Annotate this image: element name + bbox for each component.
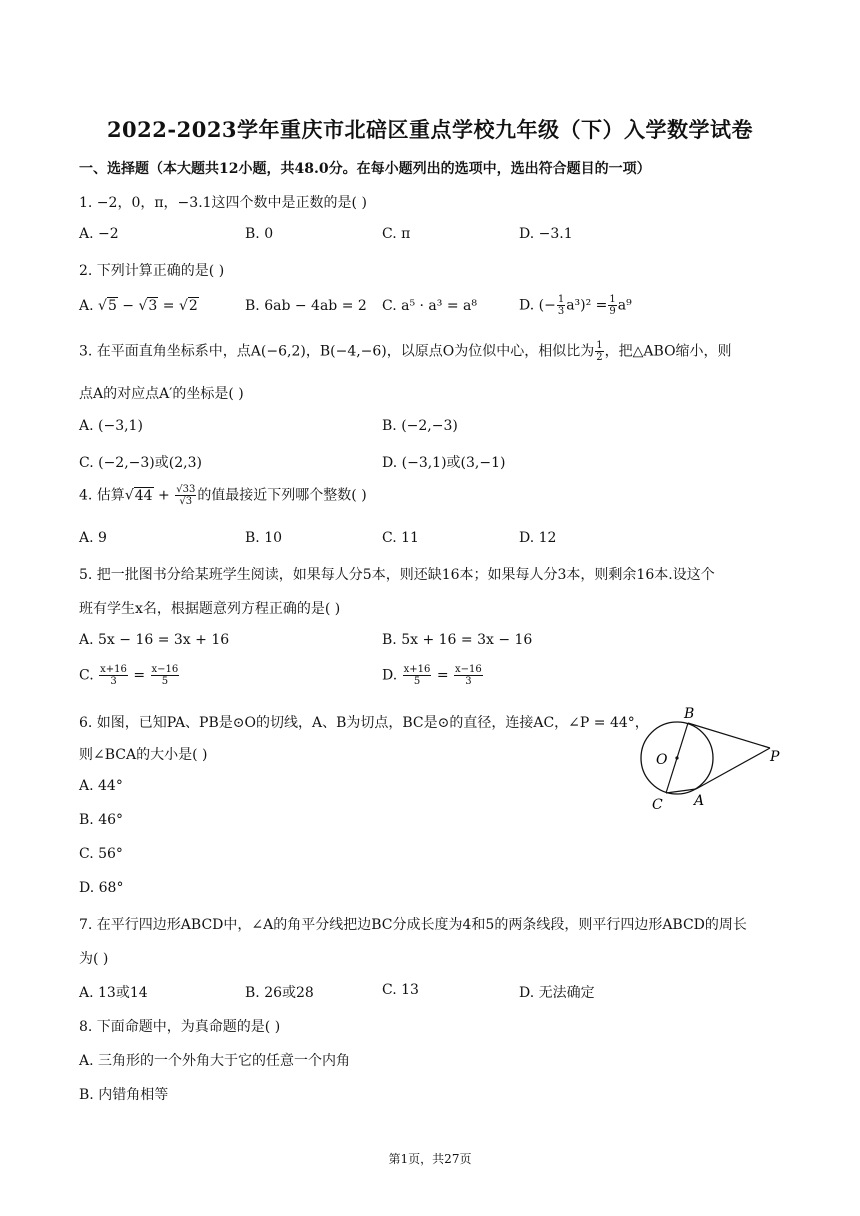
circle-tangent-figure xyxy=(630,706,790,816)
q6-option-d: D. 68° xyxy=(79,880,124,896)
page-title: 2022-2023学年重庆市北碚区重点学校九年级（下）入学数学试卷 xyxy=(106,117,754,142)
q2-option-a: A. √5 − √3 = √2 xyxy=(79,298,198,314)
question-3-line-1: 3. 在平面直角坐标系中，点A(−6,2)，B(−4,−6)，以原点O为位似中心，相似比为 $\frac{1}{2}$ ，把△ABO缩小，则 xyxy=(79,340,732,363)
q1-option-b: B. 0 xyxy=(245,226,274,242)
q7-option-d: D. 无法确定 xyxy=(519,985,595,1001)
q7-option-b: B. 26或28 xyxy=(245,985,314,1001)
label-c: C xyxy=(652,797,663,813)
q6-option-a: A. 44° xyxy=(79,778,123,794)
q3-option-d: D. (−3,1)或(3,−1) xyxy=(382,455,506,471)
page-footer: 第1页，共27页 xyxy=(388,1152,472,1166)
q7-option-a: A. 13或14 xyxy=(79,985,148,1001)
q4-option-d: D. 12 xyxy=(519,530,557,546)
question-8-stem: 8. 下面命题中，为真命题的是( ) xyxy=(79,1019,281,1035)
q3-option-c: C. (−2,−3)或(2,3) xyxy=(79,455,202,471)
q4-option-a: A. 9 xyxy=(79,530,107,546)
center-dot xyxy=(675,756,678,759)
q5-option-c: C. $\frac{x+16}{3}$ = $\frac{x-16}{5}$ xyxy=(79,664,179,687)
q5-option-a: A. 5x − 16 = 3x + 16 xyxy=(79,632,230,648)
q8-option-a: A. 三角形的一个外角大于它的任意一个内角 xyxy=(79,1053,351,1069)
q2-option-d: D. (− $\frac{1}{3}$ a³)² = $\frac{1}{9}$ a⁹ xyxy=(519,294,632,317)
q6-option-c: C. 56° xyxy=(79,846,123,862)
q4-option-b: B. 10 xyxy=(245,530,283,546)
question-1-stem: 1. −2，0，π，−3.1这四个数中是正数的是( ) xyxy=(79,195,367,211)
q5-option-d: D. $\frac{x+16}{5}$ = $\frac{x-16}{3}$ xyxy=(382,664,482,687)
question-4-stem: 4. 估算√44 + $\frac{√33}{√3}$ 的值最接近下列哪个整数( ) xyxy=(79,484,367,507)
label-a: A xyxy=(694,793,705,809)
q5-option-b: B. 5x + 16 = 3x − 16 xyxy=(382,632,533,648)
q8-option-b: B. 内错角相等 xyxy=(79,1087,169,1103)
q1-option-d: D. −3.1 xyxy=(519,226,573,242)
question-5-line-2: 班有学生x名，根据题意列方程正确的是( ) xyxy=(79,601,341,617)
tangent-pb xyxy=(688,723,770,748)
q2-option-b: B. 6ab − 4ab = 2 xyxy=(245,298,367,314)
question-2-stem: 2. 下列计算正确的是( ) xyxy=(79,263,225,279)
q4-option-c: C. 11 xyxy=(382,530,419,546)
q7-option-c: C. 13 xyxy=(382,982,419,998)
section-heading: 一、选择题（本大题共12小题，共48.0分。在每小题列出的选项中，选出符合题目的一项） xyxy=(79,161,651,177)
q6-option-b: B. 46° xyxy=(79,812,124,828)
q1-option-a: A. −2 xyxy=(79,226,119,242)
q3-option-b: B. (−2,−3) xyxy=(382,418,458,434)
q3-option-a: A. (−3,1) xyxy=(79,418,143,434)
label-p: P xyxy=(770,749,780,765)
label-b: B xyxy=(684,706,695,722)
label-o: O xyxy=(656,752,668,768)
question-5-line-1: 5. 把一批图书分给某班学生阅读，如果每人分5本，则还缺16本；如果每人分3本，则剩余16本.设这个 xyxy=(79,567,715,583)
question-7-line-1: 7. 在平行四边形ABCD中，∠A的角平分线把边BC分成长度为4和5的两条线段，则平行四边形ABCD的周长 xyxy=(79,917,747,933)
question-6-line-1: 6. 如图，已知PA、PB是⊙O的切线，A、B为切点，BC是⊙的直径，连接AC，∠P = 44°， xyxy=(79,715,649,731)
question-3-line-2: 点A的对应点A′的坐标是( ) xyxy=(79,386,244,402)
tangent-pa xyxy=(696,748,770,789)
question-6-line-2: 则∠BCA的大小是( ) xyxy=(79,747,208,763)
q1-option-c: C. π xyxy=(382,226,411,242)
question-7-line-2: 为( ) xyxy=(79,951,109,967)
q2-option-c: C. a⁵ · a³ = a⁸ xyxy=(382,298,477,314)
